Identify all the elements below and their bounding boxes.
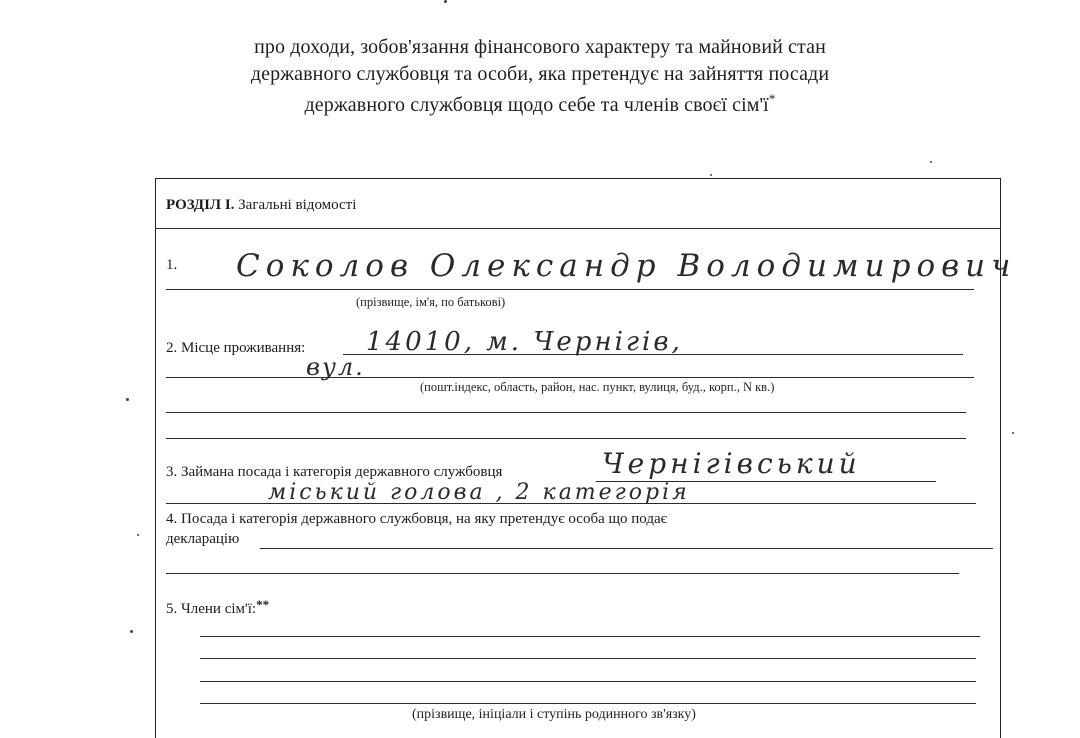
scan-speck — [130, 630, 133, 633]
position-label: 3. Займана посада і категорія державного службовця — [166, 464, 503, 480]
residence-line-4 — [166, 438, 966, 439]
residence-line-2 — [166, 377, 974, 378]
footnote-mark-double: ** — [256, 597, 270, 612]
declaration-title-line-1: про доходи, зобов'язання фінансового характеру та майновий стан — [254, 36, 826, 58]
section-prefix: РОЗДІЛ І. — [166, 197, 235, 213]
residence-line-1 — [343, 354, 963, 355]
footnote-mark: * — [768, 91, 776, 106]
section-name: Загальні відомості — [238, 197, 357, 213]
family-members-line-4 — [200, 703, 976, 704]
target-position-label-line-1: 4. Посада і категорія державного службовця, на яку претендує особа що подає — [166, 511, 668, 527]
target-position-line-2 — [166, 573, 959, 574]
declaration-title-line-3-text: державного службовця щодо себе та членів своєї сім'ї — [304, 94, 769, 116]
family-members-caption: (прізвище, ініціали і ступінь родинного зв'язку) — [412, 707, 696, 722]
family-members-line-3 — [200, 681, 976, 682]
declaration-title-line-2: державного службовця та особи, яка претендує на зайняття посади — [250, 63, 830, 85]
scan-speck — [1012, 432, 1014, 434]
scan-speck — [710, 174, 712, 176]
residence-handwritten-line-1: 14010, м. Чернігів, — [366, 327, 683, 357]
residence-label: 2. Місце проживання: — [166, 340, 306, 356]
scan-speck — [126, 398, 129, 401]
section-heading — [166, 197, 356, 214]
full-name-line — [166, 289, 974, 290]
residence-caption: (пошт.індекс, область, район, нас. пункт, вулиця, буд., корп., N кв.) — [420, 380, 775, 394]
scan-speck — [930, 161, 932, 163]
position-handwritten-line-2: міський голова , 2 категорія — [268, 480, 690, 505]
position-handwritten-line-1: Чернігівський — [602, 447, 861, 480]
family-members-label — [166, 597, 269, 618]
target-position-label-line-2: декларацію — [166, 531, 240, 547]
scan-speck — [137, 534, 139, 536]
position-line-2 — [166, 503, 976, 504]
residence-handwritten-line-2: вул. — [306, 353, 365, 381]
target-position-line-1 — [260, 548, 993, 549]
scan-speck — [444, 0, 447, 3]
residence-line-3 — [166, 412, 966, 413]
section-divider — [155, 228, 1001, 229]
field-1-number: 1. — [166, 257, 178, 273]
family-members-label-text: 5. Члени сім'ї: — [166, 601, 257, 617]
full-name-handwritten: Соколов Олександр Володимирович — [236, 248, 1017, 284]
full-name-caption: (прізвище, ім'я, по батькові) — [356, 295, 506, 309]
family-members-line-1 — [200, 636, 980, 637]
family-members-line-2 — [200, 658, 976, 659]
declaration-title-line-3 — [0, 91, 1080, 117]
